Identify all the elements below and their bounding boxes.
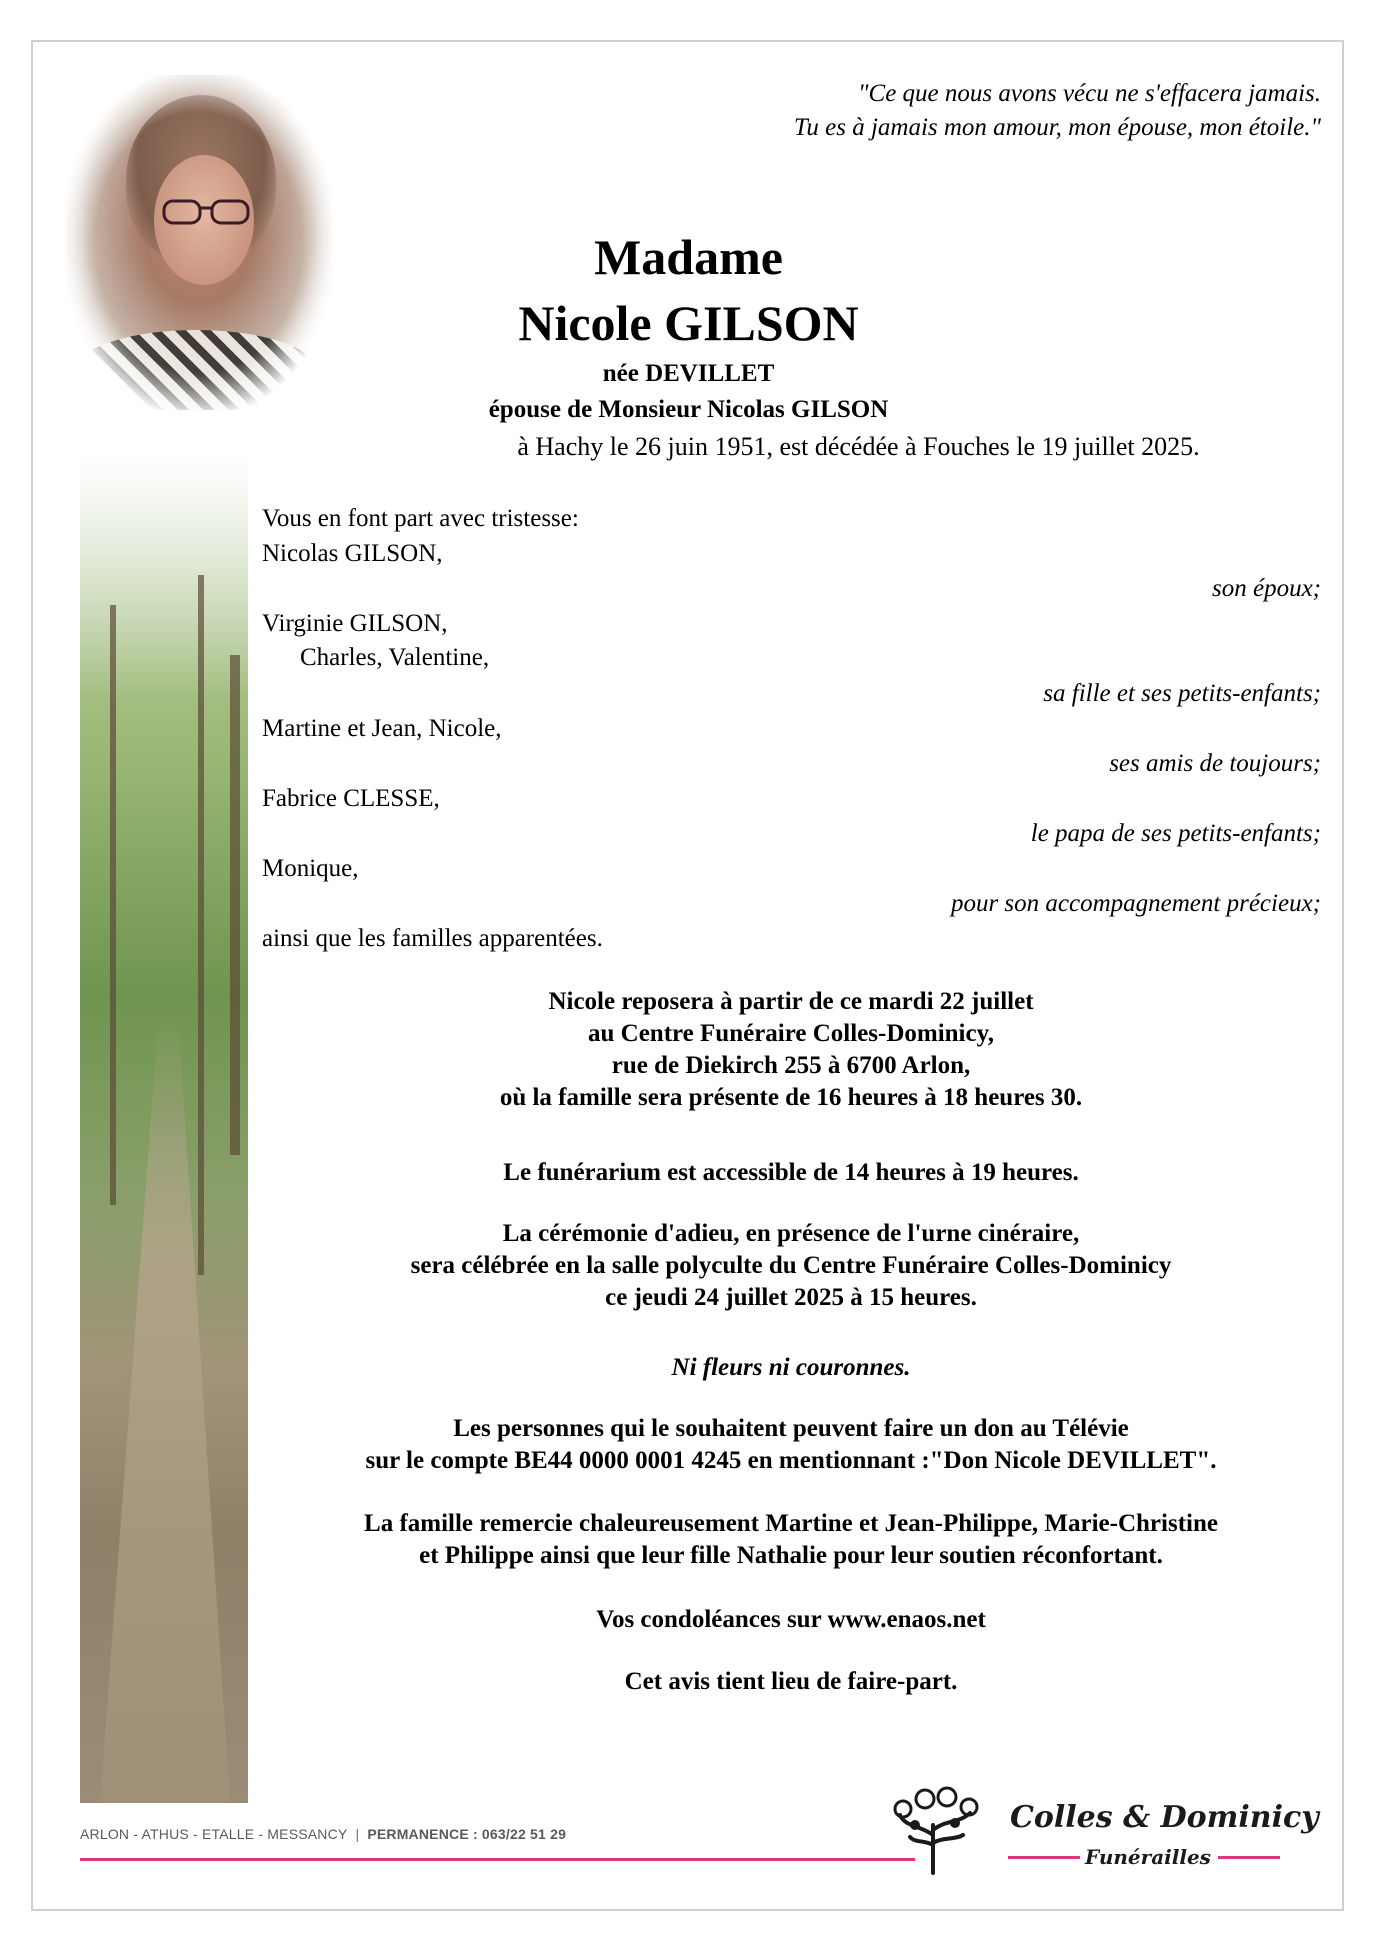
ceremony-line: sera célébrée en la salle polyculte du Centre Funéraire Colles-Dominicy bbox=[410, 1252, 1172, 1279]
resting-line: Nicole reposera à partir de ce mardi 22 juillet bbox=[548, 988, 1034, 1015]
forest-path-image bbox=[80, 455, 248, 1803]
thanks-info bbox=[250, 1508, 1332, 1572]
family-name: Martine et Jean, Nicole, bbox=[262, 715, 502, 742]
ceremony-line: La cérémonie d'adieu, en présence de l'urne cinéraire, bbox=[502, 1220, 1080, 1247]
family-intro: Vous en font part avec tristesse: bbox=[262, 505, 579, 532]
footer-permanence: PERMANENCE : 063/22 51 29 bbox=[367, 1826, 567, 1842]
family-relation: le papa de ses petits-enfants; bbox=[1030, 820, 1321, 847]
tree-logo-icon bbox=[885, 1785, 985, 1875]
brand-name: Colles & Dominicy bbox=[1010, 1800, 1319, 1835]
faire-part-notice: Cet avis tient lieu de faire-part. bbox=[624, 1668, 958, 1695]
birth-death-line: à Hachy le 26 juin 1951, est décédée à Fouches le 19 juillet 2025. bbox=[517, 432, 1200, 461]
family-name: Nicolas GILSON, bbox=[262, 540, 443, 567]
donation-info bbox=[250, 1413, 1332, 1477]
donation-line: sur le compte BE44 0000 0001 4245 en mentionnant :"Don Nicole DEVILLET". bbox=[365, 1447, 1217, 1474]
flowers-notice: Ni fleurs ni couronnes. bbox=[671, 1354, 911, 1381]
brand-subtitle: Funérailles bbox=[1085, 1845, 1211, 1869]
family-name: Virginie GILSON, bbox=[262, 610, 448, 637]
quote-line-1: "Ce que nous avons vécu ne s'effacera jamais. bbox=[858, 80, 1321, 107]
family-name: Fabrice CLESSE, bbox=[262, 785, 440, 812]
family-name: Monique, bbox=[262, 855, 359, 882]
thanks-line: et Philippe ainsi que leur fille Nathalie pour leur soutien réconfortant. bbox=[419, 1542, 1163, 1569]
footer-separator: | bbox=[355, 1826, 360, 1842]
deceased-name: Nicole GILSON bbox=[518, 295, 859, 351]
family-relation: son époux; bbox=[1212, 575, 1321, 602]
donation-line: Les personnes qui le souhaitent peuvent faire un don au Télévie bbox=[453, 1415, 1129, 1442]
resting-line: où la famille sera présente de 16 heures à 18 heures 30. bbox=[499, 1084, 1083, 1111]
memorial-quote bbox=[794, 77, 1321, 145]
family-closing: ainsi que les familles apparentées. bbox=[262, 925, 603, 952]
family-name: Charles, Valentine, bbox=[300, 644, 490, 671]
ceremony-line: ce jeudi 24 juillet 2025 à 15 heures. bbox=[605, 1284, 977, 1311]
family-relation: sa fille et ses petits-enfants; bbox=[1043, 680, 1321, 707]
quote-line-2: Tu es à jamais mon amour, mon épouse, mon étoile." bbox=[793, 114, 1321, 141]
footer-accent-line bbox=[80, 1858, 915, 1861]
logo-accent-line-left bbox=[1008, 1856, 1080, 1859]
honorific: Madame bbox=[594, 229, 783, 285]
logo-accent-line-right bbox=[1218, 1856, 1280, 1859]
ceremony-info bbox=[250, 1218, 1332, 1314]
resting-info bbox=[250, 986, 1332, 1114]
family-relation: pour son accompagnement précieux; bbox=[950, 890, 1321, 917]
funerarium-hours: Le funérarium est accessible de 14 heures à 19 heures. bbox=[503, 1159, 1079, 1186]
resting-line: rue de Diekirch 255 à 6700 Arlon, bbox=[611, 1052, 971, 1079]
thanks-line: La famille remercie chaleureusement Martine et Jean-Philippe, Marie-Christine bbox=[364, 1510, 1218, 1537]
spouse-line: épouse de Monsieur Nicolas GILSON bbox=[488, 396, 889, 423]
footer-locations-bar bbox=[80, 1826, 566, 1842]
maiden-name: née DEVILLET bbox=[602, 360, 775, 387]
resting-line: au Centre Funéraire Colles-Dominicy, bbox=[588, 1020, 994, 1047]
family-relation: ses amis de toujours; bbox=[1109, 750, 1321, 777]
condolences-link: Vos condoléances sur www.enaos.net bbox=[596, 1606, 986, 1633]
footer-locations: ARLON - ATHUS - ETALLE - MESSANCY bbox=[80, 1826, 348, 1842]
